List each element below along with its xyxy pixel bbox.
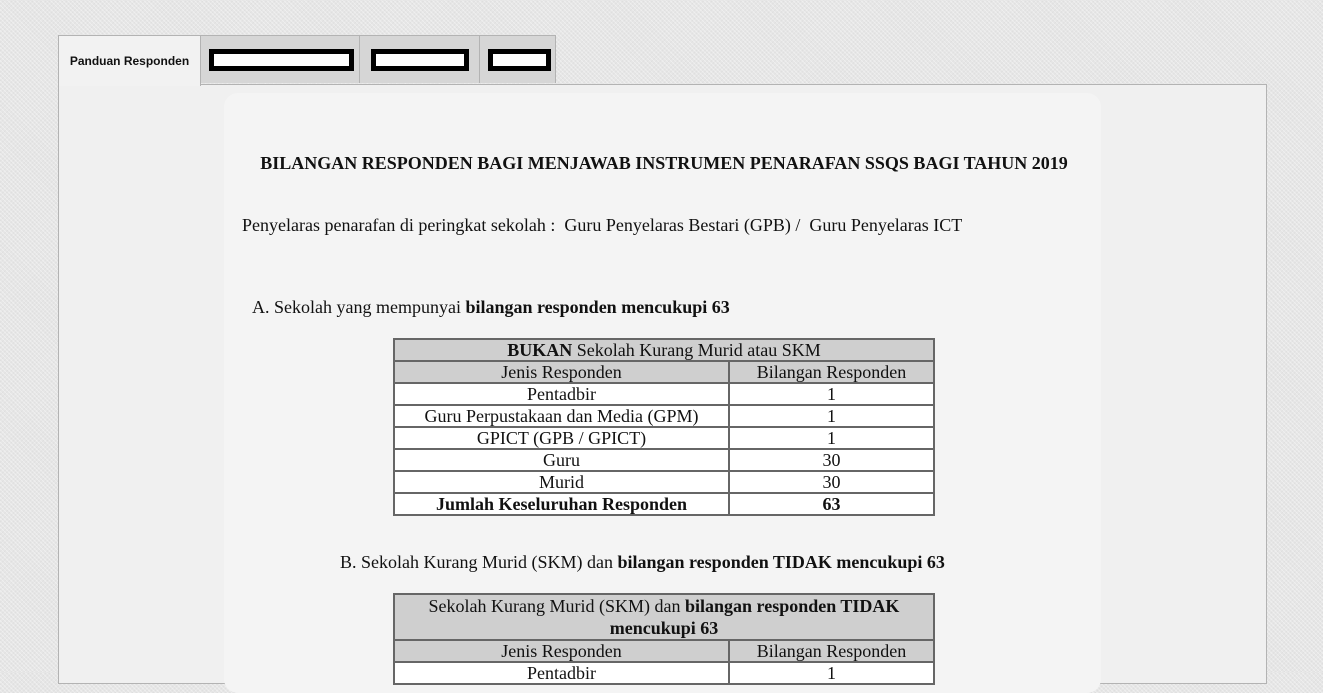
header-bilangan-responden: Bilangan Responden — [729, 640, 934, 662]
tab-redacted-1[interactable] — [200, 35, 360, 83]
cell-jenis: Pentadbir — [394, 662, 729, 684]
header-jenis-responden: Jenis Responden — [394, 361, 729, 383]
cell-bilangan: 1 — [729, 405, 934, 427]
table-b-header-row — [394, 640, 934, 662]
caption-rest: Sekolah Kurang Murid atau SKM — [572, 340, 821, 360]
tab-panduan-responden[interactable] — [58, 35, 201, 86]
total-value: 63 — [729, 493, 934, 515]
page-title: BILANGAN RESPONDEN BAGI MENJAWAB INSTRUMEN PENARAFAN SSQS BAGI TAHUN 2019 — [260, 153, 1068, 173]
redacted-label-box — [488, 49, 551, 71]
header-jenis-responden: Jenis Responden — [394, 640, 729, 662]
table-row — [394, 427, 934, 449]
redacted-label-box — [209, 49, 354, 71]
section-a-heading — [252, 297, 730, 318]
table-b-caption — [394, 594, 934, 640]
cell-jenis: Pentadbir — [394, 383, 729, 405]
table-row — [394, 383, 934, 405]
cell-bilangan: 30 — [729, 471, 934, 493]
table-a-header-row — [394, 361, 934, 383]
header-bilangan-responden: Bilangan Responden — [729, 361, 934, 383]
cell-bilangan: 1 — [729, 662, 934, 684]
caption-bold: bilangan responden TIDAK mencukupi 63 — [609, 596, 900, 638]
coordinator-text: Penyelaras penarafan di peringkat sekolah : Guru Penyelaras Bestari (GPB) / Guru Penyelaras ICT — [242, 215, 963, 235]
tab-redacted-3[interactable] — [479, 35, 556, 83]
table-row — [394, 405, 934, 427]
table-b — [393, 593, 935, 685]
cell-jenis: Murid — [394, 471, 729, 493]
cell-jenis: Guru Perpustakaan dan Media (GPM) — [394, 405, 729, 427]
table-a-caption — [394, 339, 934, 361]
table-b-caption-row — [394, 594, 934, 640]
section-a-bold: bilangan responden mencukupi 63 — [465, 297, 730, 317]
cell-bilangan: 1 — [729, 427, 934, 449]
cell-jenis: Guru — [394, 449, 729, 471]
redacted-label-box — [371, 49, 469, 71]
section-b-bold: bilangan responden TIDAK mencukupi 63 — [617, 552, 945, 572]
cell-jenis: GPICT (GPB / GPICT) — [394, 427, 729, 449]
table-total-row — [394, 493, 934, 515]
tab-redacted-2[interactable] — [359, 35, 480, 83]
section-b-prefix: B. Sekolah Kurang Murid (SKM) dan — [340, 552, 618, 572]
table-a-caption-row — [394, 339, 934, 361]
table-a — [393, 338, 935, 516]
table-row — [394, 449, 934, 471]
caption-bold: BUKAN — [507, 340, 573, 360]
table-row — [394, 471, 934, 493]
section-b-heading — [340, 552, 945, 573]
table-row — [394, 662, 934, 684]
section-a-prefix: A. Sekolah yang mempunyai — [252, 297, 466, 317]
cell-bilangan: 1 — [729, 383, 934, 405]
tab-label: Panduan Responden — [69, 54, 190, 68]
cell-bilangan: 30 — [729, 449, 934, 471]
caption-rest: Sekolah Kurang Murid (SKM) dan — [428, 596, 686, 616]
total-label: Jumlah Keseluruhan Responden — [394, 493, 729, 515]
